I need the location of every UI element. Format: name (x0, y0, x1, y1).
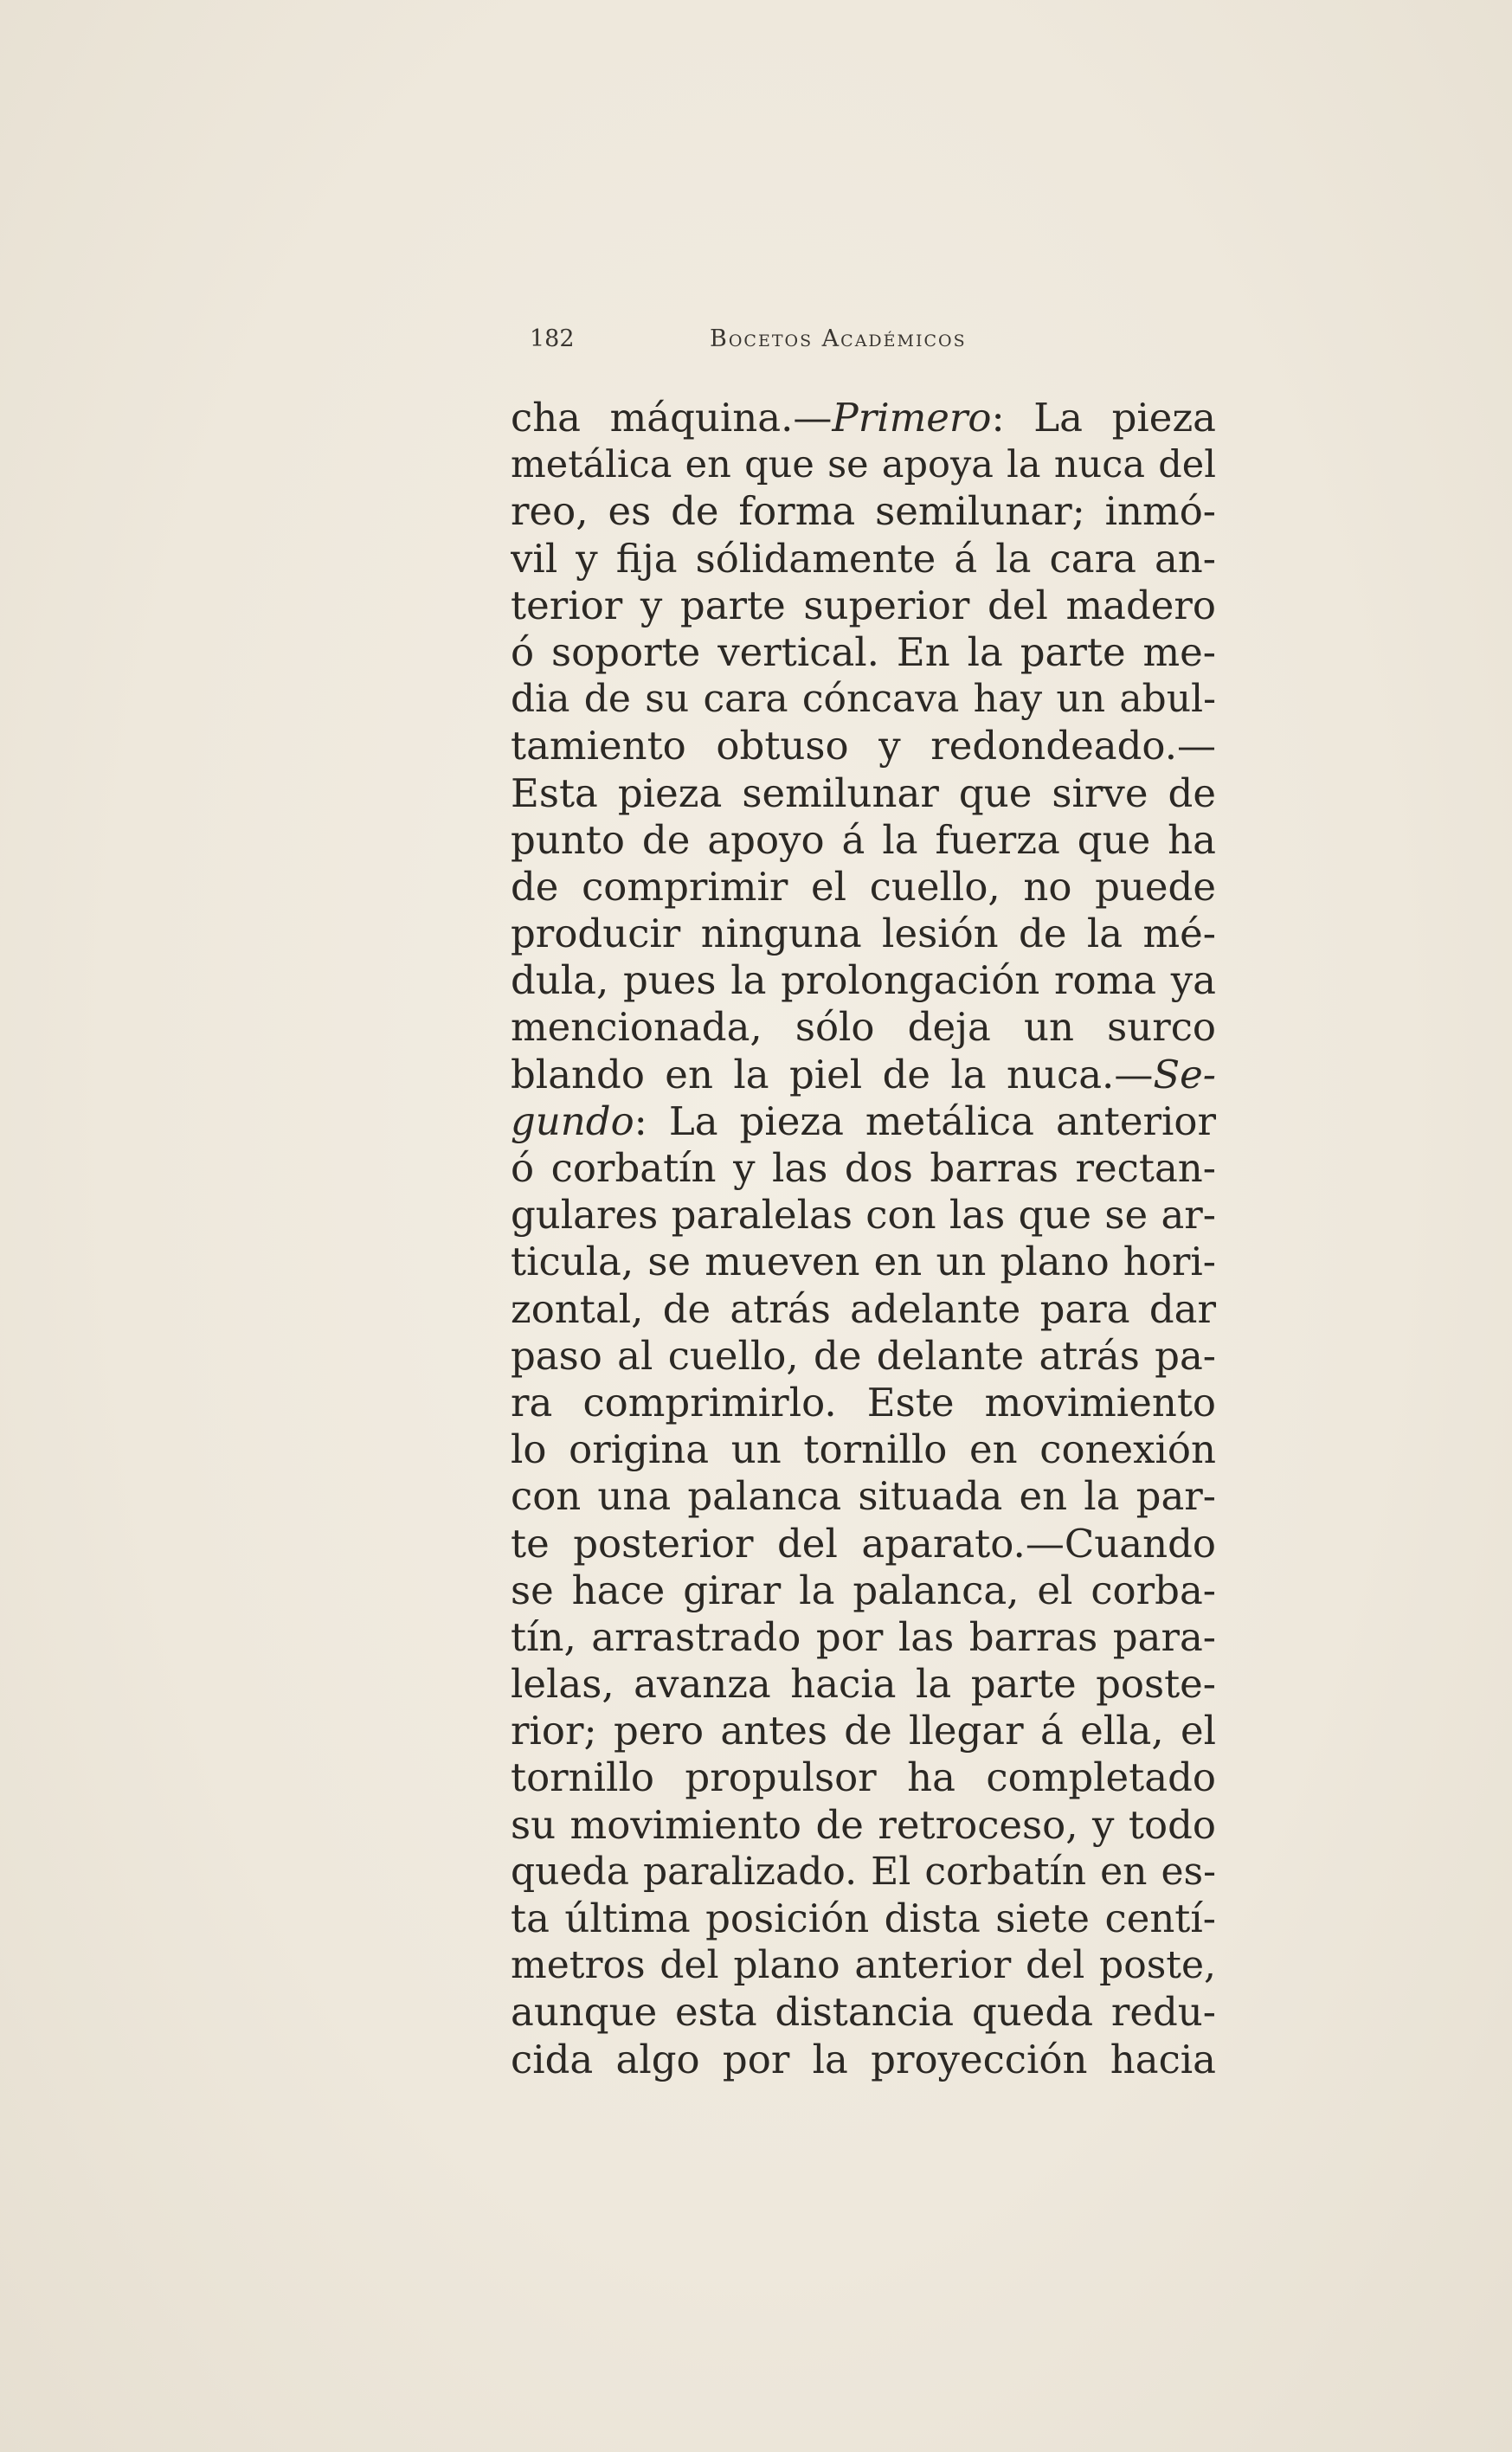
text-line: aunque esta distancia queda redu- (511, 1989, 1216, 2036)
text-line: mencionada, sólo deja un surco (511, 1004, 1216, 1051)
text-line: tornillo propulsor ha completado (511, 1754, 1216, 1801)
text-line: gundo: La pieza metálica anterior (511, 1097, 1216, 1144)
page-header (530, 322, 1014, 357)
text-line: dia de su cara cóncava hay un abul- (511, 677, 1216, 722)
text-line: zontal, de atrás adelante para dar (511, 1285, 1216, 1332)
page-number: 182 (530, 325, 575, 352)
text-line: de comprimir el cuello, no puede (511, 863, 1216, 910)
text-line: con una palanca situada en la par- (511, 1473, 1216, 1520)
text-line: cha máquina.—Primero: La pieza (511, 395, 1216, 441)
text-line: punto de apoyo á la fuerza que ha (511, 816, 1216, 863)
text-line: vil y fija sólidamente á la cara an- (511, 535, 1216, 582)
text-line: blando en la piel de la nuca.—Se- (511, 1051, 1216, 1097)
text-line: lelas, avanza hacia la parte poste- (511, 1661, 1216, 1708)
text-line: tamiento obtuso y redondeado.— (511, 723, 1216, 769)
text-line: lo origina un tornillo en conexión (511, 1426, 1216, 1473)
text-line: paso al cuello, de delante atrás pa- (511, 1332, 1216, 1379)
text-line: metros del plano anterior del poste, (511, 1943, 1216, 1988)
text-line: dula, pues la prolongación roma ya (511, 957, 1216, 1004)
text-line: reo, es de forma semilunar; inmó- (511, 488, 1216, 535)
text-line: Esta pieza semilunar que sirve de (511, 769, 1216, 816)
text-line: tín, arrastrado por las barras para- (511, 1613, 1216, 1660)
text-line: te posterior del aparato.—Cuando (511, 1520, 1216, 1567)
running-head: Bocetos Académicos (710, 325, 967, 352)
text-line: ta última posición dista siete centí- (511, 1895, 1216, 1941)
text-line: rior; pero antes de llegar á ella, el (511, 1708, 1216, 1754)
text-line: terior y parte superior del madero (511, 582, 1216, 628)
text-line: ra comprimirlo. Este movimiento (511, 1379, 1216, 1426)
text-line: gulares paralelas con las que se ar- (511, 1192, 1216, 1239)
text-line: su movimiento de retroceso, y todo (511, 1801, 1216, 1848)
text-line: producir ninguna lesión de la mé- (511, 911, 1216, 957)
text-line: metálica en que se apoya la nuca del (511, 443, 1216, 487)
text-line: cida algo por la proyección hacia (511, 2036, 1216, 2082)
text-line: se hace girar la palanca, el corba- (511, 1567, 1216, 1613)
text-line: ó soporte vertical. En la parte me- (511, 628, 1216, 675)
text-line: ticula, se mueven en un plano hori- (511, 1239, 1216, 1285)
text-line: queda paralizado. El corbatín en es- (511, 1849, 1216, 1894)
body-text (511, 395, 1216, 2083)
text-line: ó corbatín y las dos barras rectan- (511, 1145, 1216, 1191)
